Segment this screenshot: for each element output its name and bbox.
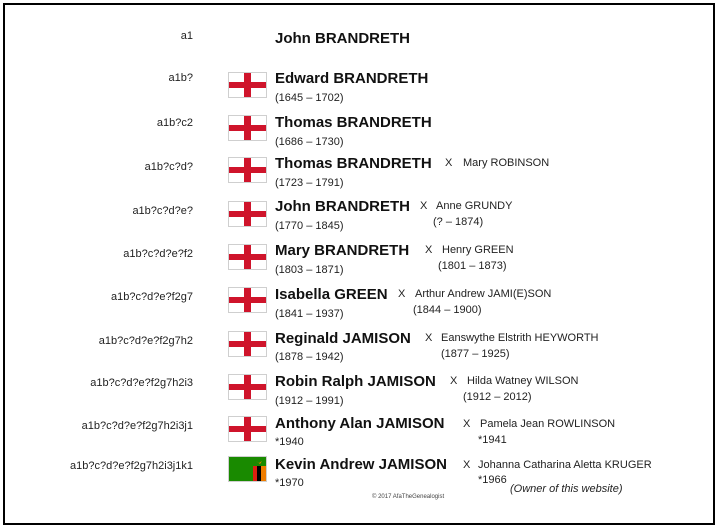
england-flag-icon xyxy=(228,287,267,313)
person-name: Isabella GREEN xyxy=(275,286,388,303)
england-flag-icon xyxy=(228,115,267,141)
spouse-name: Anne GRUNDY xyxy=(436,200,513,212)
person-name: Edward BRANDRETH xyxy=(275,70,429,87)
lineage-code: a1b?c2 xyxy=(156,117,193,129)
lineage-code: a1b? xyxy=(168,72,193,84)
person-dates: (1686 – 1730) xyxy=(275,136,344,148)
spouse-name: Pamela Jean ROWLINSON xyxy=(480,418,616,430)
spouse-dates: (1844 – 1900) xyxy=(413,304,482,316)
copyright-text: © 2017 AfaTheGenealogist xyxy=(372,494,445,500)
marriage-x: X xyxy=(450,375,458,387)
person-name: Anthony Alan JAMISON xyxy=(275,415,445,432)
lineage-code: a1b?c?d?e?f2g7 xyxy=(111,291,193,303)
lineage-code: a1b?c?d?e?f2g7h2i3j1 xyxy=(81,420,193,432)
person-name: Robin Ralph JAMISON xyxy=(275,373,436,390)
lineage-code: a1b?c?d?e?f2g7h2 xyxy=(98,335,193,347)
person-dates: *1970 xyxy=(275,477,304,489)
spouse-name: Henry GREEN xyxy=(442,244,514,256)
england-flag-icon xyxy=(228,374,267,400)
person-name: Thomas BRANDRETH xyxy=(275,114,432,131)
spouse-dates: (1877 – 1925) xyxy=(441,348,510,360)
person-dates: *1940 xyxy=(275,436,304,448)
lineage-code: a1b?c?d? xyxy=(144,161,193,173)
person-name: Kevin Andrew JAMISON xyxy=(275,456,447,473)
marriage-x: X xyxy=(420,200,428,212)
owner-note: (Owner of this website) xyxy=(510,483,623,495)
marriage-x: X xyxy=(425,244,433,256)
person-name: Thomas BRANDRETH xyxy=(275,155,432,172)
marriage-x: X xyxy=(445,157,453,169)
england-flag-icon xyxy=(228,157,267,183)
england-flag-icon xyxy=(228,331,267,357)
person-dates: (1723 – 1791) xyxy=(275,177,344,189)
person-name: John BRANDRETH xyxy=(275,198,410,215)
lineage-code: a1b?c?d?e?f2g7h2i3 xyxy=(90,377,193,389)
marriage-x: X xyxy=(425,332,433,344)
spouse-name: Arthur Andrew JAMI(E)SON xyxy=(415,288,552,300)
lineage-code: a1b?c?d?e?f2g7h2i3j1k1 xyxy=(70,460,193,472)
spouse-name: Johanna Catharina Aletta KRUGER xyxy=(478,459,652,471)
person-name: Reginald JAMISON xyxy=(275,330,411,347)
person-name: John BRANDRETH xyxy=(275,30,410,47)
spouse-dates: (1912 – 2012) xyxy=(463,391,532,403)
person-dates: (1645 – 1702) xyxy=(275,92,344,104)
england-flag-icon xyxy=(228,72,267,98)
spouse-dates: (1801 – 1873) xyxy=(438,260,507,272)
england-flag-icon xyxy=(228,201,267,227)
spouse-dates: *1941 xyxy=(478,434,507,446)
person-name: Mary BRANDRETH xyxy=(275,242,410,259)
marriage-x: X xyxy=(398,288,406,300)
marriage-x: X xyxy=(463,459,471,471)
lineage-code: a1 xyxy=(180,30,193,42)
spouse-dates: (? – 1874) xyxy=(433,216,484,228)
lineage-code: a1b?c?d?e?f2 xyxy=(123,248,193,260)
zambia-flag-icon xyxy=(228,456,267,482)
person-dates: (1878 – 1942) xyxy=(275,351,344,363)
spouse-name: Mary ROBINSON xyxy=(463,157,550,169)
spouse-name: Eanswythe Elstrith HEYWORTH xyxy=(441,332,599,344)
spouse-name: Hilda Watney WILSON xyxy=(467,375,579,387)
spouse-dates: *1966 xyxy=(478,474,507,486)
marriage-x: X xyxy=(463,418,471,430)
england-flag-icon xyxy=(228,416,267,442)
person-dates: (1803 – 1871) xyxy=(275,264,344,276)
person-dates: (1841 – 1937) xyxy=(275,308,344,320)
lineage-code: a1b?c?d?e? xyxy=(132,205,193,217)
person-dates: (1912 – 1991) xyxy=(275,395,344,407)
england-flag-icon xyxy=(228,244,267,270)
person-dates: (1770 – 1845) xyxy=(275,220,344,232)
